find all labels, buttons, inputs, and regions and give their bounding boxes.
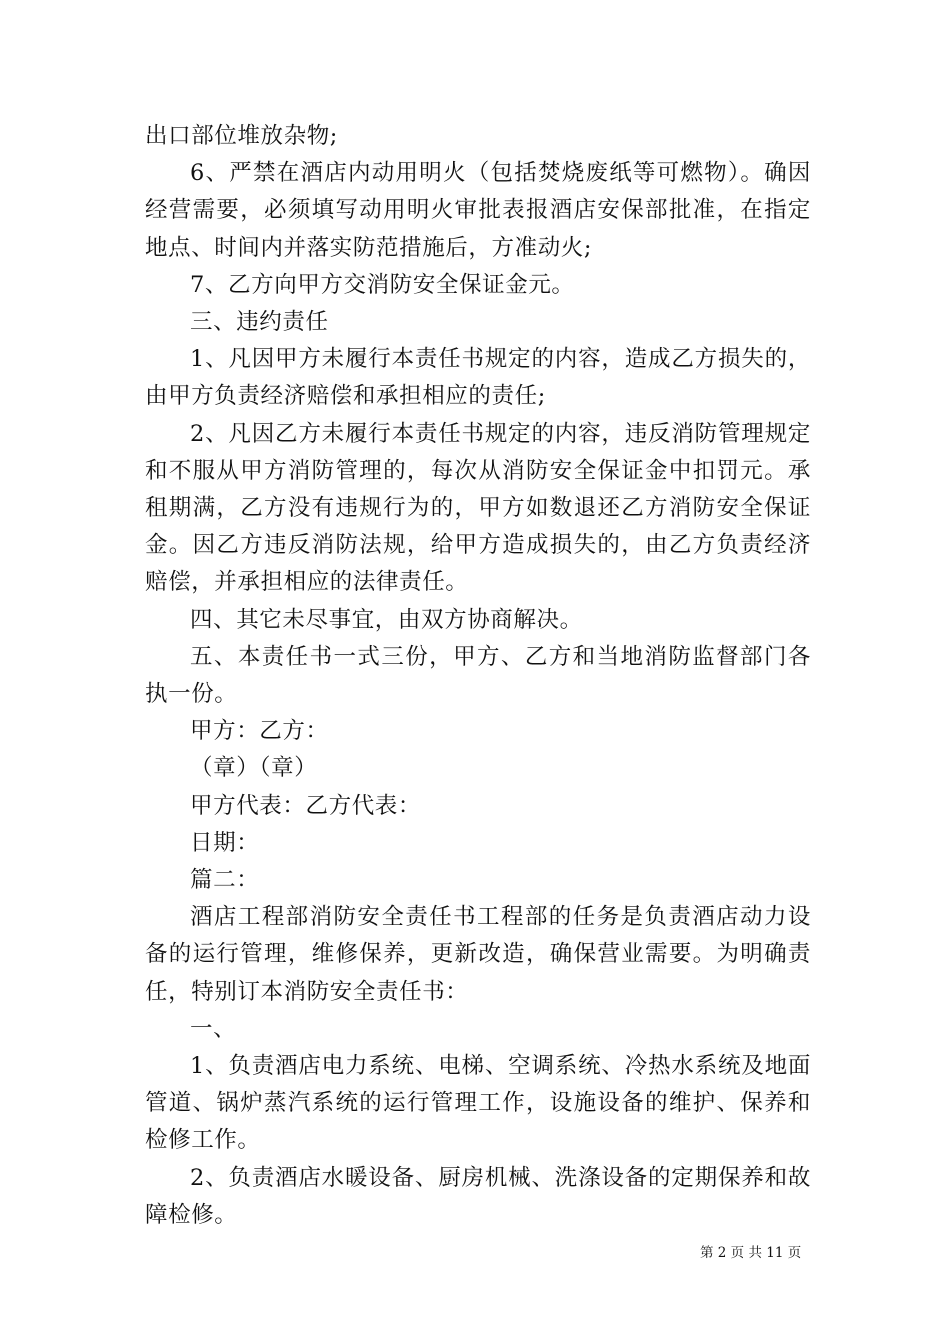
paragraph: 1、凡因甲方未履行本责任书规定的内容，造成乙方损失的，由甲方负责经济赔偿和承担相应的责任;: [145, 346, 811, 410]
paragraph: 日期：: [190, 829, 260, 856]
paragraph: 一、: [190, 1015, 237, 1042]
paragraph: 7、乙方向甲方交消防安全保证金元。: [190, 271, 575, 298]
paragraph: （章）（章）: [190, 755, 318, 782]
paragraph: 出口部位堆放杂物;: [145, 123, 338, 149]
paragraph: 2、负责酒店水暖设备、厨房机械、洗涤设备的定期保养和故障检修。: [145, 1164, 811, 1228]
paragraph: 酒店工程部消防安全责任书工程部的任务是负责酒店动力设备的运行管理，维修保养，更新改造，确保营业需要。为明确责任，特别订本消防安全责任书：: [145, 904, 811, 1005]
paragraph: 五、本责任书一式三份，甲方、乙方和当地消防监督部门各执一份。: [145, 643, 811, 708]
paragraph: 篇二：: [190, 867, 260, 894]
paragraph: 甲方代表：乙方代表：: [190, 792, 422, 819]
paragraph: 四、其它未尽事宜，由双方协商解决。: [190, 606, 583, 633]
paragraph: 1、负责酒店电力系统、电梯、空调系统、冷热水系统及地面管道、锅炉蒸汽系统的运行管理工作，设施设备的维护、保养和检修工作。: [145, 1053, 811, 1154]
document-body: [145, 118, 811, 1234]
paragraph: 三、违约责任: [190, 309, 329, 336]
paragraph: 2、凡因乙方未履行本责任书规定的内容，违反消防管理规定和不服从甲方消防管理的，每次从消防安全保证金中扣罚元。承租期满，乙方没有违规行为的，甲方如数退还乙方消防安全保证金。因乙方违反消防法规，给甲方造成损失的，由乙方负责经济赔偿，并承担相应的法律责任。: [145, 420, 811, 596]
paragraph: 甲方：乙方：: [190, 718, 329, 745]
paragraph: 6、严禁在酒店内动用明火（包括焚烧废纸等可燃物）。确因经营需要，必须填写动用明火审批表报酒店安保部批准，在指定地点、时间内并落实防范措施后，方准动火;: [145, 160, 811, 261]
page-number-footer: 第 2 页 共 11 页: [700, 1245, 802, 1261]
